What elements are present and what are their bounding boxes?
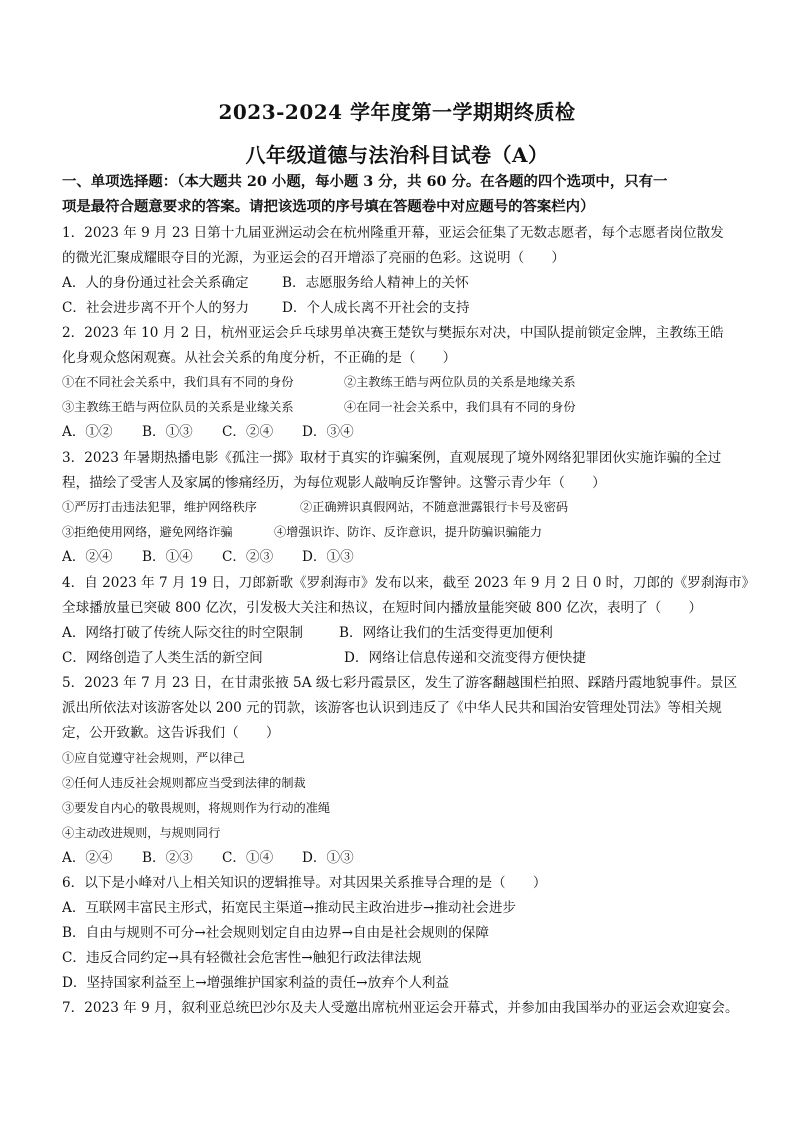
- q1-option-a: A．人的身份通过社会关系确定: [62, 275, 249, 291]
- q2-stem-cont: 化身观众悠闲观赛。从社会关系的角度分析，不正确的是（ ）: [62, 350, 457, 366]
- q3-option-b: B．①④: [142, 549, 193, 565]
- q2-statements-row1: [62, 372, 742, 392]
- q6-option-c: C．违反合同约定→具有轻微社会危害性→触犯行政法律法规: [62, 950, 422, 966]
- q2-statement-4: ④在同一社会关系中，我们具有不同的身份: [344, 400, 576, 414]
- q2-statement-3: ③主教练王皓与两位队员的关系是业缘关系: [62, 400, 294, 414]
- exam-subtitle: 八年级道德与法治科目试卷（A）: [245, 143, 549, 167]
- exam-title: 2023-2024 学年度第一学期期终质检: [218, 100, 576, 124]
- q5-options: [62, 848, 742, 868]
- q6-option-d: D．坚持国家利益至上→增强维护国家利益的责任→放弃个人利益: [62, 975, 450, 991]
- q1-options-row1: [62, 273, 742, 293]
- q4-options-row2: [62, 648, 742, 668]
- q2-option-c: C．②④: [222, 424, 274, 440]
- q3-statement-3: ③拒绝使用网络，避免网络诈骗: [62, 525, 233, 539]
- q6-stem: 6．以下是小峰对八上相关知识的逻辑推导。对其因果关系推导合理的是（ ）: [62, 875, 547, 891]
- q6-option-b: B．自由与规则不可分→社会规则划定自由边界→自由是社会规则的保障: [62, 925, 489, 941]
- q2-stem: 2．2023 年 10 月 2 日，杭州亚运会乒乓球男单决赛王楚钦与樊振东对决，中国队提前锁定金牌，主教练王皓: [62, 325, 724, 341]
- q5-statement-4: ④主动改进规则，与规则同行: [62, 826, 221, 840]
- q2-option-b: B．①③: [142, 424, 193, 440]
- q5-statement-2: ②任何人违反社会规则都应当受到法律的制裁: [62, 776, 306, 790]
- section-heading-line2: 项是最符合题意要求的答案。请把该选项的序号填在答题卷中对应题号的答案栏内）: [62, 198, 595, 215]
- q5-stem-end: 定，公开致歉。这告诉我们（ ）: [62, 725, 280, 741]
- q1-stem: 1．2023 年 9 月 23 日第十九届亚洲运动会在杭州隆重开幕，亚运会征集了无数志愿者，每个志愿者岗位散发: [62, 225, 724, 241]
- q5-statement-1: ①应自觉遵守社会规则，严以律己: [62, 751, 245, 765]
- q2-statement-1: ①在不同社会关系中，我们具有不同的身份: [62, 375, 294, 389]
- q7-stem: 7．2023 年 9 月，叙利亚总统巴沙尔及夫人受邀出席杭州亚运会开幕式，并参加由我国举办的亚运会欢迎宴会。: [62, 1000, 739, 1016]
- q5-stem-cont: 派出所依法对该游客处以 200 元的罚款，该游客也认识到违反了《中华人民共和国治安管理处罚法》等相关规: [62, 700, 722, 716]
- q5-option-c: C．①④: [222, 850, 274, 866]
- q5-option-a: A．②④: [62, 850, 113, 866]
- q3-statement-1: ①严厉打击违法犯罪，维护网络秩序: [62, 500, 257, 514]
- q3-statement-2: ②正确辨识真假网站，不随意泄露银行卡号及密码: [300, 500, 569, 514]
- q4-stem: 4．自 2023 年 7 月 19 日，刀郎新歌《罗刹海市》发布以来，截至 2023 年 9 月 2 日 0 时，刀郎的《罗刹海市》: [62, 575, 756, 591]
- q1-stem-cont: 的微光汇聚成耀眼夺目的光源，为亚运会的召开增添了亮丽的色彩。这说明（ ）: [62, 250, 565, 266]
- q4-stem-cont: 全球播放量已突破 800 亿次，引发极大关注和热议，在短时间内播放量能突破 800 亿次，表明了（ ）: [62, 600, 703, 616]
- q3-stem: 3．2023 年暑期热播电影《孤注一掷》取材于真实的诈骗案例，直观展现了境外网络犯罪团伙实施诈骗的全过: [62, 450, 722, 466]
- q3-option-a: A．②④: [62, 549, 113, 565]
- q1-option-d: D．个人成长离不开社会的支持: [282, 300, 470, 316]
- q2-statement-2: ②主教练王皓与两位队员的关系是地缘关系: [344, 375, 576, 389]
- section-heading-line1: 一、单项选择题：（本大题共 20 小题，每小题 3 分，共 60 分。在各题的四个选项中，只有一: [62, 173, 668, 190]
- q2-option-d: D．③④: [302, 424, 354, 440]
- q4-options-row1: [62, 623, 742, 643]
- q3-statement-4: ④增强识诈、防诈、反诈意识，提升防骗识骗能力: [274, 525, 543, 539]
- q5-option-b: B．②③: [142, 850, 193, 866]
- q4-option-b: B．网络让我们的生活变得更加便利: [339, 625, 553, 641]
- q3-option-c: C．②③: [222, 549, 274, 565]
- q2-option-a: A．①②: [62, 424, 113, 440]
- q3-statements-row2: [62, 522, 742, 542]
- q1-option-b: B．志愿服务给人精神上的关怀: [282, 275, 469, 291]
- q2-options: [62, 422, 742, 442]
- q5-statement-3: ③要发自内心的敬畏规则，将规则作为行动的准绳: [62, 801, 331, 815]
- q3-statements-row1: [62, 497, 742, 517]
- q5-option-d: D．①③: [302, 850, 354, 866]
- q4-option-a: A．网络打破了传统人际交往的时空限制: [62, 625, 303, 641]
- q4-option-d: D．网络让信息传递和交流变得方便快捷: [344, 650, 586, 666]
- q5-stem: 5．2023 年 7 月 23 日，在甘肃张掖 5A 级七彩丹霞景区，发生了游客翻越围栏拍照、踩踏丹霞地貌事件。景区: [62, 675, 738, 691]
- q3-options: [62, 547, 742, 567]
- q2-statements-row2: [62, 397, 742, 417]
- q3-option-d: D．①③: [302, 549, 354, 565]
- q3-stem-cont: 程，描绘了受害人及家属的惨痛经历，为每位观影人敲响反诈警钟。这警示青少年（ ）: [62, 475, 606, 491]
- q6-option-a: A．互联网丰富民主形式，拓宽民主渠道→推动民主政治进步→推动社会进步: [62, 900, 517, 916]
- q4-option-c: C．网络创造了人类生活的新空间: [62, 650, 263, 666]
- q1-option-c: C．社会进步离不开个人的努力: [62, 300, 250, 316]
- q1-options-row2: [62, 298, 742, 318]
